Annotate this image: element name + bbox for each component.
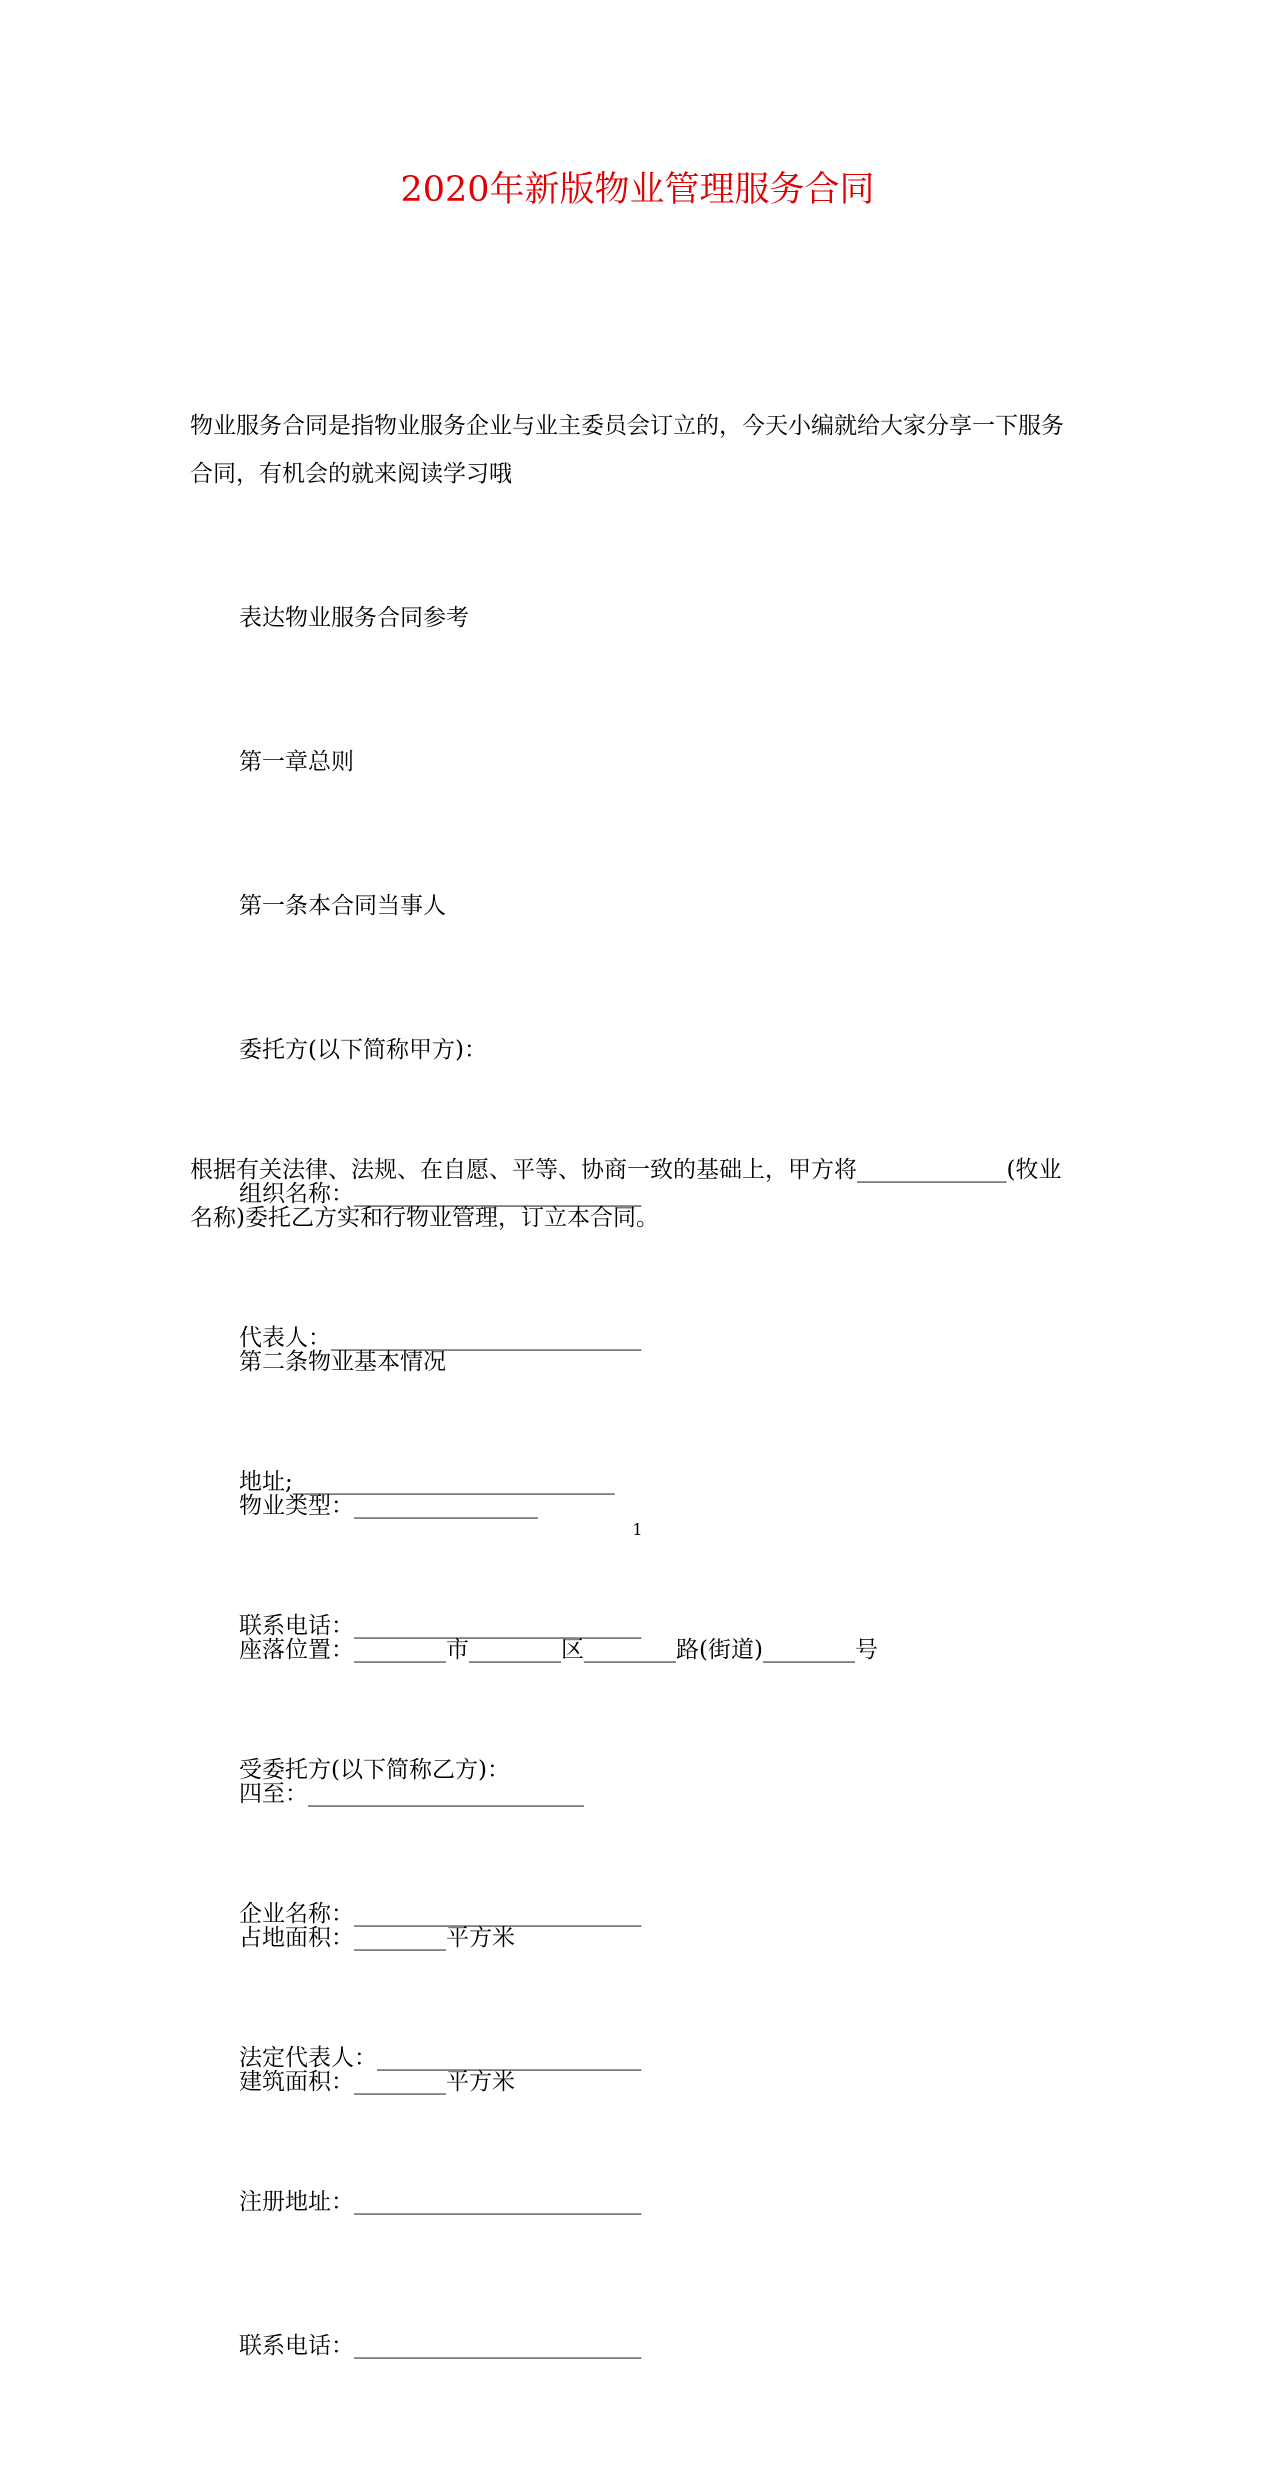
line-location: 座落位置：________市________区________路(街道)________号 [239, 1637, 878, 1663]
line-party-a-org-name: 组织名称：_________________________ [239, 1181, 642, 1207]
intro-paragraph: 物业服务合同是指物业服务企业与业主委员会订立的，今天小编就给大家分享一下服务合同，有机会的就来阅读学习哦 [190, 413, 1064, 487]
line-land-area: 占地面积：________平方米 [239, 1925, 515, 1951]
line-chapter-one: 第一章总则 [239, 749, 354, 775]
line-party-b-phone: 联系电话：_________________________ [239, 2333, 642, 2359]
line-article-two: 第二条物业基本情况 [239, 1349, 446, 1375]
line-article-one: 第一条本合同当事人 [239, 893, 446, 919]
line-party-a-representative: 代表人：___________________________ [239, 1325, 642, 1351]
line-boundaries: 四至：________________________ [239, 1781, 584, 1807]
line-party-b: 受委托方(以下简称乙方)： [239, 1757, 510, 1783]
line-party-b-reg-address: 注册地址：_________________________ [239, 2189, 642, 2215]
basis-paragraph: 根据有关法律、法规、在自愿、平等、协商一致的基础上，甲方将_____________(牧业名称)委托乙方实和行物业管理，订立本合同。 [190, 1157, 1062, 1231]
document-body-continued [190, 1050, 1070, 2202]
page-number: 1 [632, 1520, 643, 1539]
line-property-type: 物业类型：________________ [239, 1493, 538, 1519]
line-reference-title: 表达物业服务合同参考 [239, 605, 469, 631]
line-party-a-phone: 联系电话：_________________________ [239, 1613, 642, 1639]
line-party-a-address: 地址;____________________________ [239, 1469, 615, 1495]
line-building-area: 建筑面积：________平方米 [239, 2069, 515, 2095]
line-party-b-legal-rep: 法定代表人：_______________________ [239, 2045, 642, 2071]
line-party-a: 委托方(以下简称甲方)： [239, 1037, 487, 1063]
line-party-b-company-name: 企业名称：_________________________ [239, 1901, 642, 1927]
document-title: 2020年新版物业管理服务合同 [400, 170, 875, 210]
